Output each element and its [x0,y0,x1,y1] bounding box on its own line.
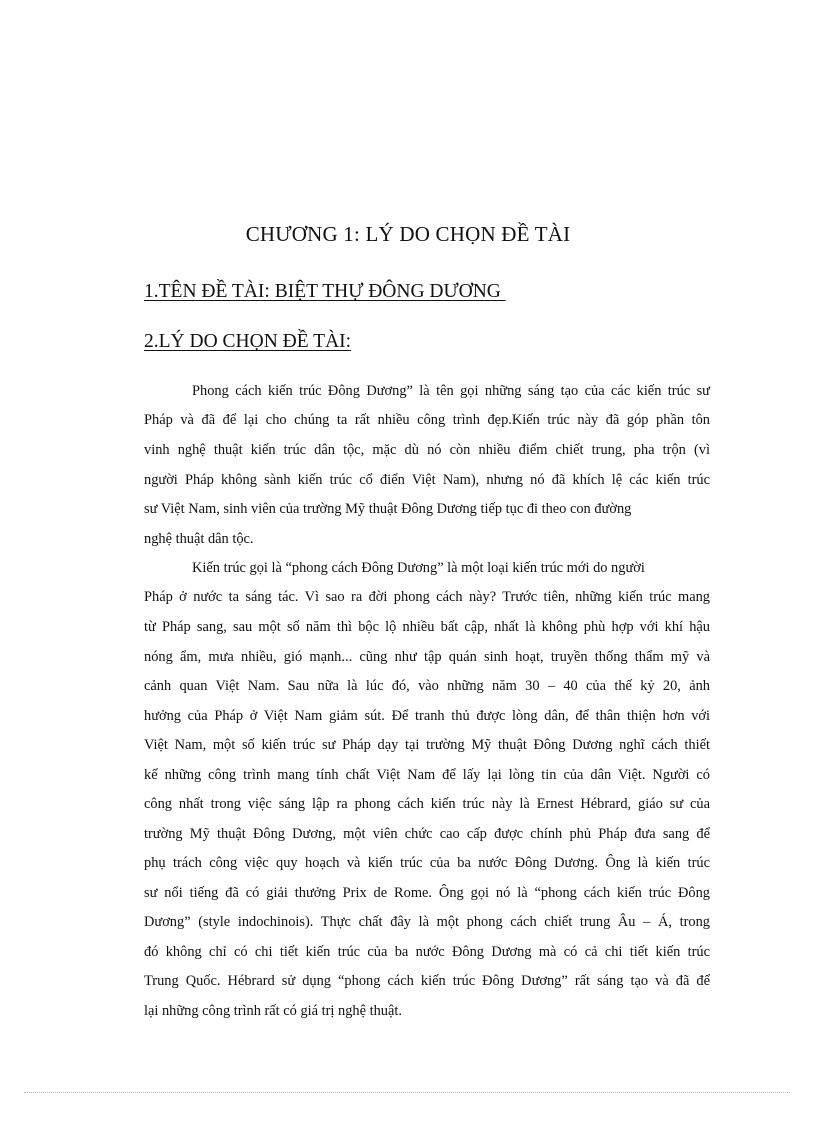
paragraph-line: Pháp ở nước ta sáng tác. Vì sao ra đời phong cách này? Trước tiên, những kiến trúc mang [144,589,710,605]
paragraph-line: phụ trách công việc quy hoạch và kiến trúc của ba nước Đông Dương. Ông là kiến trúc [144,855,710,871]
paragraph-line: đó không chỉ có chi tiết kiến trúc của ba nước Đông Dương mà có cả chi tiết kiến trúc [144,944,710,960]
paragraph-line: vinh nghệ thuật kiến trúc dân tộc, mặc dù nó còn nhiều điểm chiết trung, pha trộn (vì [144,442,710,458]
section-heading-reason: 2.LÝ DO CHỌN ĐỀ TÀI: [144,331,352,352]
paragraph-line: nghệ thuật dân tộc. [144,531,254,547]
paragraph-line: Trung Quốc. Hébrard sử dụng “phong cách kiến trúc Đông Dương” rất sáng tạo và đã để [144,973,710,989]
paragraph-line: nóng ẩm, mưa nhiều, gió mạnh... cũng như tập quán sinh hoạt, truyền thống thẩm mỹ và [144,649,710,665]
paragraph-line: hưởng của Pháp ở Việt Nam giảm sút. Để tranh thủ được lòng dân, để thân thiện hơn với [144,708,710,724]
paragraph-line: Phong cách kiến trúc Đông Dương” là tên gọi những sáng tạo của các kiến trúc sư [192,383,710,399]
paragraph-line: cảnh quan Việt Nam. Sau nữa là lúc đó, vào những năm 30 – 40 của thế kỷ 20, ảnh [144,678,710,694]
paragraph-line: Việt Nam, một số kiến trúc sư Pháp dạy tại trường Mỹ thuật Đông Dương nghĩ cách thiết [144,737,710,753]
paragraph-line: người Pháp không sành kiến trúc cổ điển Việt Nam), nhưng nó đã khích lệ các kiến trúc [144,472,710,488]
paragraph-line: Pháp và đã để lại cho chúng ta rất nhiều công trình đẹp.Kiến trúc này đã góp phần tôn [144,412,710,428]
paragraph-line: công nhất trong việc sáng lập ra phong cách kiến trúc này là Ernest Hébrard, giáo sư của [144,796,710,812]
paragraph-line: trường Mỹ thuật Đông Dương, một viên chức cao cấp được chính phủ Pháp đưa sang để [144,826,710,842]
paragraph-line: lại những công trình rất có giá trị nghệ thuật. [144,1003,402,1019]
paragraph-line: kế những công trình mang tính chất Việt Nam để lấy lại lòng tin của dân Việt. Người có [144,767,710,783]
paragraph-line: từ Pháp sang, sau một số năm thì bộc lộ nhiều bất cập, nhất là không phù hợp với khí hậu [144,619,710,635]
page-bottom-rule [24,1092,790,1093]
chapter-title: CHƯƠNG 1: LÝ DO CHỌN ĐỀ TÀI [245,222,571,246]
paragraph-line: sư Việt Nam, sinh viên của trường Mỹ thuật Đông Dương tiếp tục đi theo con đường [144,501,632,517]
paragraph-line: Kiến trúc gọi là “phong cách Đông Dương” là một loại kiến trúc mới do người [192,560,645,576]
paragraph-line: sư nổi tiếng đã có giải thưởng Prix de Rome. Ông gọi nó là “phong cách kiến trúc Đông [144,885,710,901]
section-heading-topic: 1.TÊN ĐỀ TÀI: BIỆT THỰ ĐÔNG DƯƠNG [144,281,506,302]
paragraph-line: Dương” (style indochinois). Thực chất đây là một phong cách chiết trung Âu – Á, trong [144,914,710,930]
